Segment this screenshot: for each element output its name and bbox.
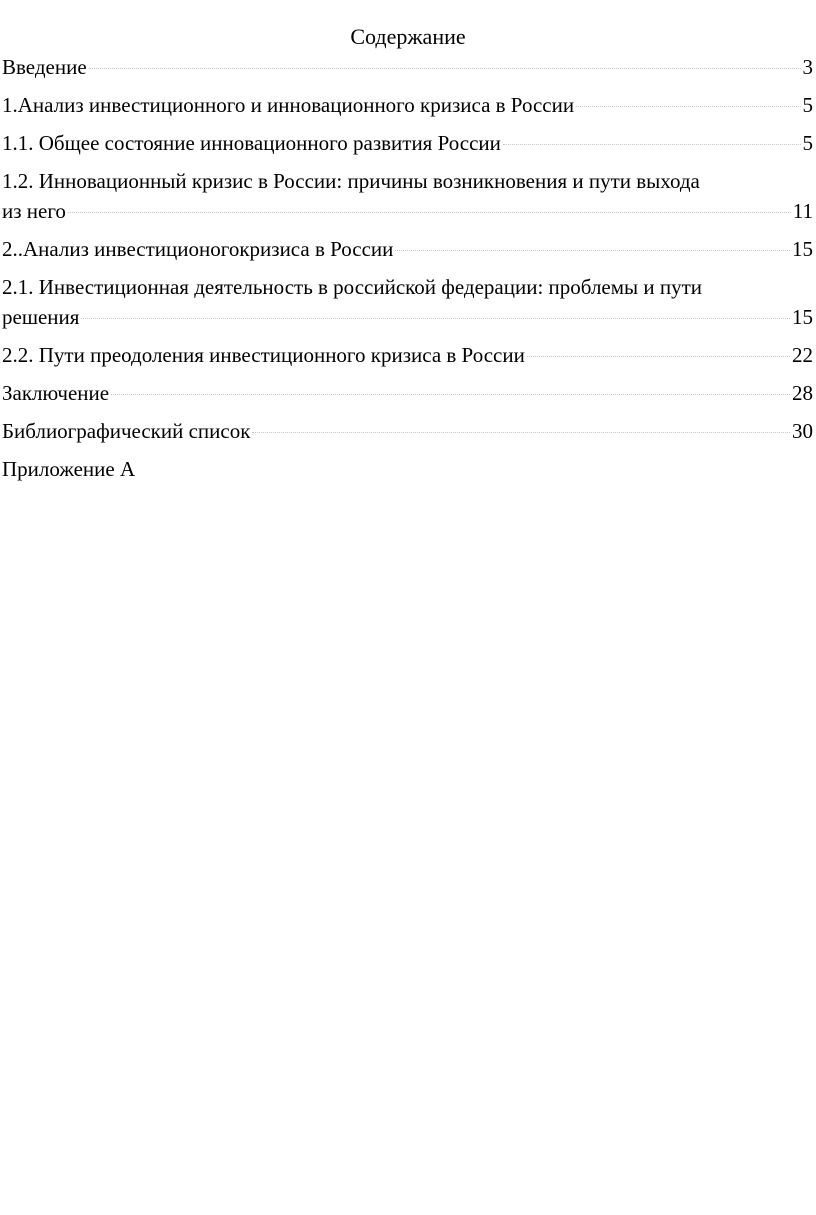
toc-line <box>2 302 813 332</box>
toc-entry-text: 1.1. Общее состояние инновационного развития России <box>2 131 501 155</box>
toc-line <box>2 234 813 264</box>
toc-entry <box>2 340 813 370</box>
toc-page-number: 28 <box>792 381 813 405</box>
toc-entry <box>2 128 813 158</box>
toc-entry <box>2 272 813 332</box>
dot-leader <box>395 250 790 251</box>
toc-page-number: 15 <box>792 305 813 329</box>
dot-leader <box>252 432 790 433</box>
toc-title: Содержание <box>350 24 466 49</box>
dot-leader <box>503 144 801 145</box>
toc-entry-first-line: 1.2. Инновационный кризис в России: причины возникновения и пути выхода <box>2 169 700 193</box>
toc-line <box>2 454 813 484</box>
dot-leader <box>89 68 801 69</box>
toc-entry <box>2 378 813 408</box>
toc-line <box>2 416 813 446</box>
toc-entry <box>2 234 813 264</box>
toc-entry-text: Введение <box>2 55 87 79</box>
toc-entry-text: Библиографический список <box>2 419 251 443</box>
dot-leader <box>81 318 790 319</box>
toc-entry <box>2 90 813 120</box>
toc-page-number: 15 <box>792 237 813 261</box>
toc-entry-text: 2.2. Пути преодоления инвестиционного кризиса в России <box>2 343 525 367</box>
toc-page-number: 5 <box>802 93 813 117</box>
toc-entry-text: из него <box>2 199 66 223</box>
toc-entry-first-line: 2.1. Инвестиционная деятельность в российской федерации: проблемы и пути <box>2 275 703 299</box>
toc-entry-text: 1.Анализ инвестиционного и инновационного кризиса в России <box>2 93 575 117</box>
dot-leader <box>68 212 791 213</box>
toc-entry <box>2 52 813 82</box>
dot-leader <box>576 106 800 107</box>
toc-page-number: 3 <box>802 55 813 79</box>
toc-list <box>2 52 813 492</box>
toc-page-number: 11 <box>792 199 813 223</box>
dot-leader <box>111 394 790 395</box>
toc-line <box>2 128 813 158</box>
toc-line <box>2 90 813 120</box>
toc-entry <box>2 416 813 446</box>
toc-line <box>2 340 813 370</box>
toc-page-number: 22 <box>792 343 813 367</box>
toc-entry <box>2 454 813 484</box>
toc-line <box>2 196 813 226</box>
dot-leader <box>527 356 790 357</box>
toc-entry-text: Приложение А <box>2 457 136 481</box>
toc-line <box>2 378 813 408</box>
toc-entry-text: 2..Анализ инвестиционогокризиса в России <box>2 237 394 261</box>
toc-entry <box>2 166 813 226</box>
toc-entry-text: решения <box>2 305 80 329</box>
toc-page-number: 5 <box>802 131 813 155</box>
toc-line <box>2 52 813 82</box>
toc-entry-text: Заключение <box>2 381 110 405</box>
toc-page-number: 30 <box>792 419 813 443</box>
